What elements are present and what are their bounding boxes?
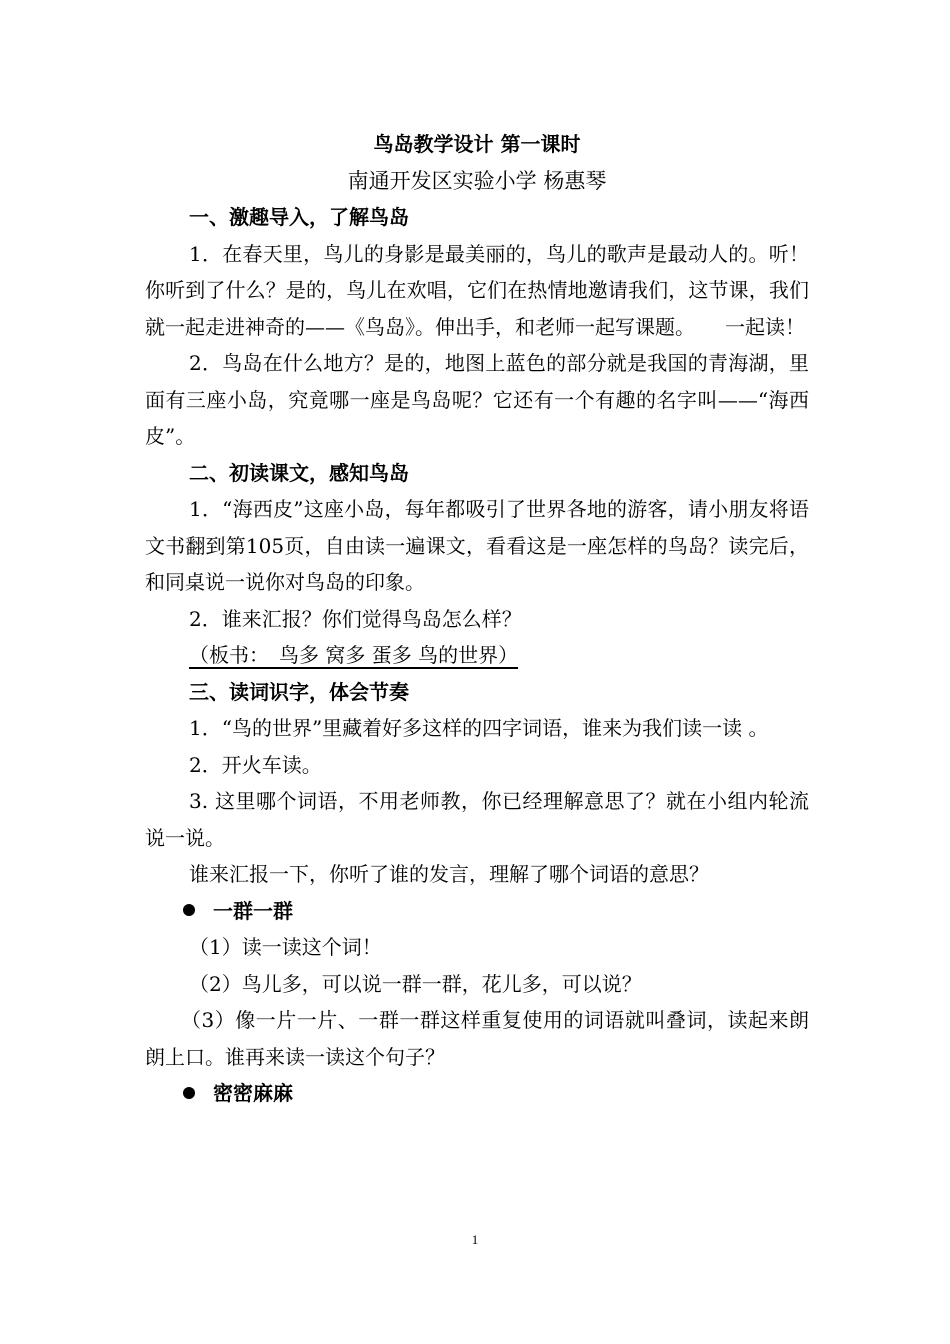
blackboard-note [145, 637, 809, 674]
paragraph: 2．谁来汇报？你们觉得鸟岛怎么样？ [189, 606, 522, 631]
bullet-text: 密密麻麻 [213, 1081, 293, 1105]
blackboard-note-text: （板书： 鸟多 窝多 蛋多 鸟的世界） [189, 643, 519, 667]
paragraph: 1．“鸟的世界”里藏着好多这样的四字词语，谁来为我们读一读 。 [189, 716, 769, 740]
section-heading-2: 二、初读课文，感知鸟岛 [189, 460, 409, 485]
paragraph: 3. 这里哪个词语，不用老师教，你已经理解意思了？就在小组内轮流说一说。 [145, 789, 809, 850]
bullet-dot-icon [183, 904, 195, 916]
bullet-dot-icon [183, 1087, 195, 1099]
document-author: 南通开发区实验小学 杨惠琴 [347, 168, 607, 193]
section-heading-1: 一、激趣导入，了解鸟岛 [189, 205, 409, 229]
bullet-item [145, 1075, 809, 1112]
sub-item: （2）鸟儿多，可以说一群一群，花儿多，可以说？ [189, 971, 642, 996]
page-number: 1 [471, 1232, 479, 1247]
document-body [145, 126, 809, 1112]
paragraph: 1．“海西皮”这座小岛，每年都吸引了世界各地的游客，请小朋友将语文书翻到第105页，自由读一遍课文，看看这是一座怎样的鸟岛？读完后，和同桌说一说你对鸟岛的印象。 [145, 497, 809, 594]
paragraph: 2．开火车读。 [189, 752, 322, 777]
paragraph: 2．鸟岛在什么地方？是的，地图上蓝色的部分就是我国的青海湖，里面有三座小岛，究竟哪一座是鸟岛呢？它还有一个有趣的名字叫——“海西皮”。 [145, 351, 809, 448]
document-title: 鸟岛教学设计 第一课时 [373, 132, 581, 156]
paragraph: 1．在春天里，鸟儿的身影是最美丽的，鸟儿的歌声是最动人的。听！你听到了什么？是的，鸟儿在欢唱，它们在热情地邀请我们，这节课，我们就一起走进神奇的——《鸟岛》。伸出手，和老师一起写课题。 一起读！ [145, 241, 809, 339]
sub-item: （1）读一读这个词！ [189, 935, 382, 959]
paragraph: 谁来汇报一下，你听了谁的发言，理解了哪个词语的意思？ [189, 862, 709, 886]
bullet-item [145, 893, 809, 930]
section-heading-3: 三、读词识字，体会节奏 [189, 679, 409, 704]
sub-item: （3）像一片一片、一群一群这样重复使用的词语就叫叠词，读起来朗朗上口。谁再来读一读这个句子？ [145, 1008, 809, 1069]
bullet-text: 一群一群 [213, 898, 293, 923]
